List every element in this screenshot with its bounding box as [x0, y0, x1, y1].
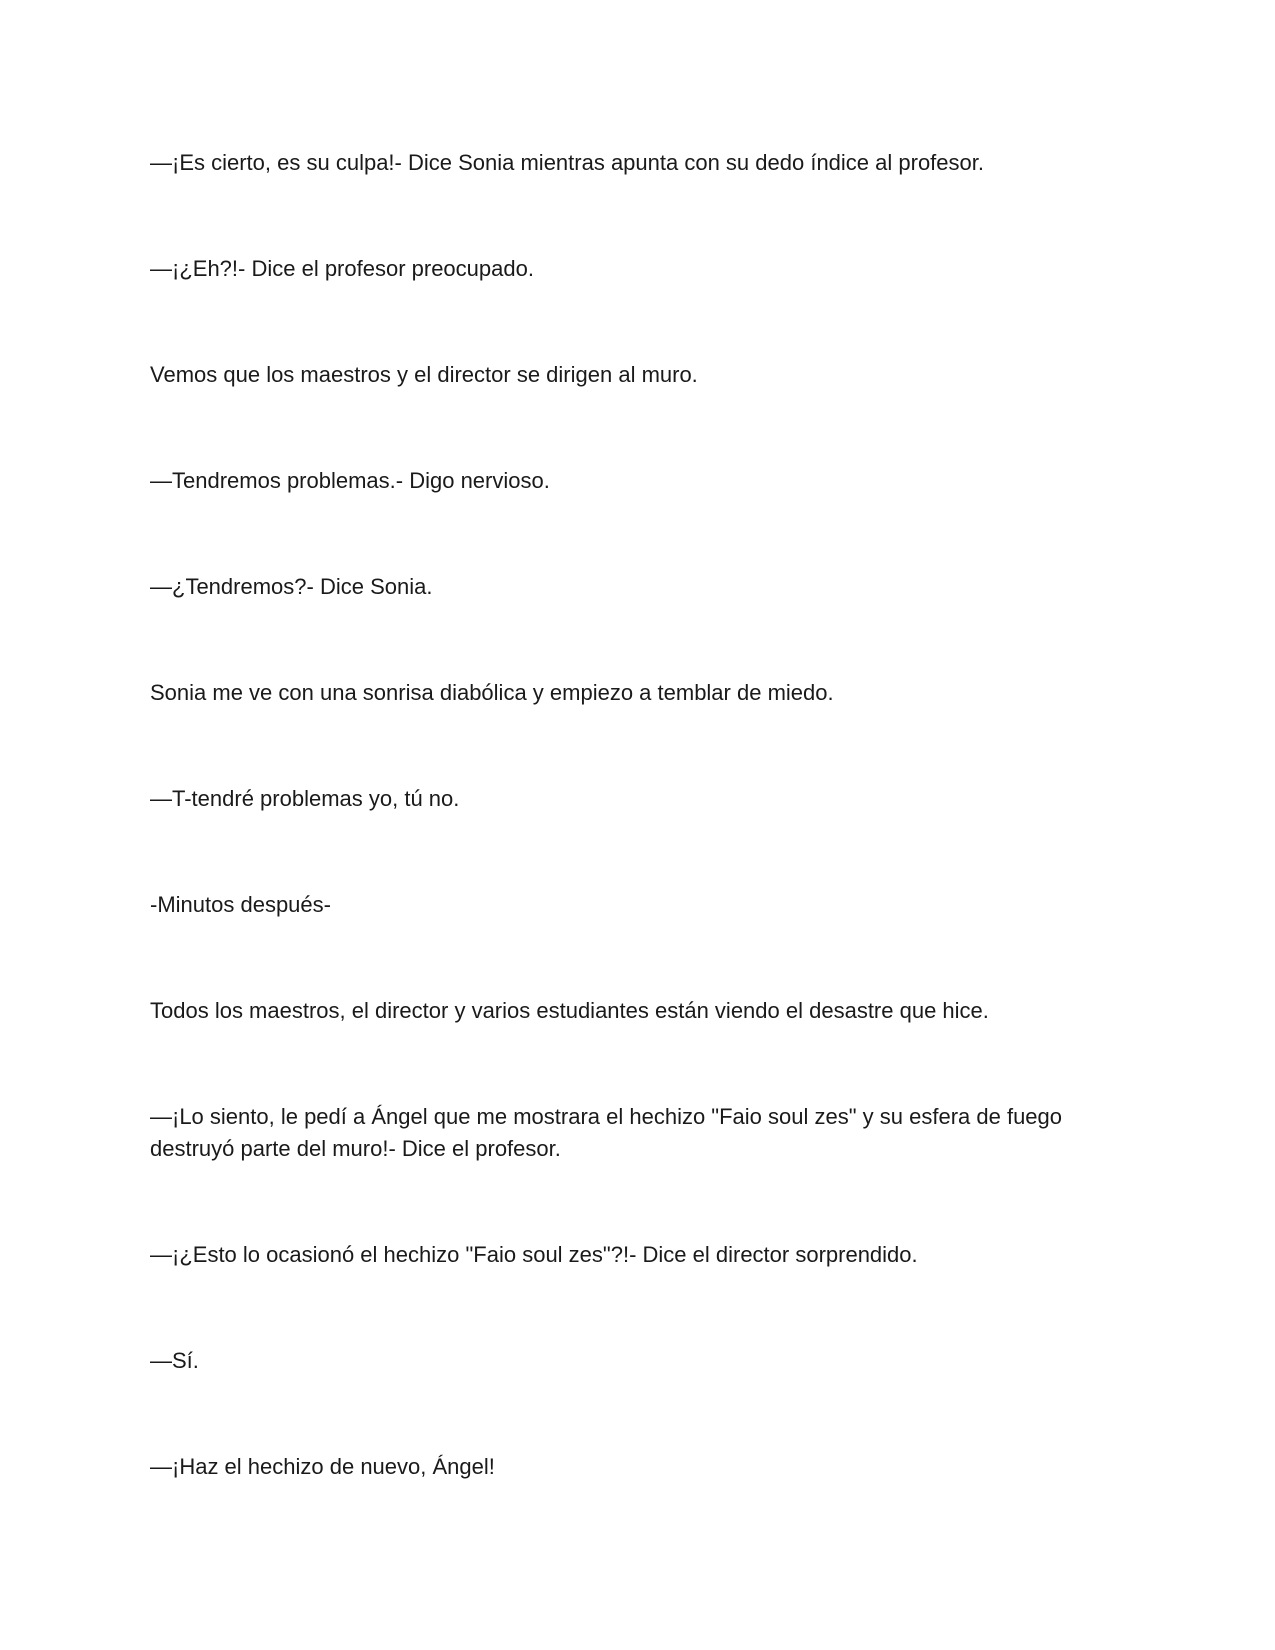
paragraph: —T-tendré problemas yo, tú no. [150, 786, 460, 811]
paragraph: —Tendremos problemas.- Digo nervioso. [150, 468, 550, 493]
paragraph: —¡¿Eh?!- Dice el profesor preocupado. [150, 256, 534, 281]
paragraph: Todos los maestros, el director y varios estudiantes están viendo el desastre que hice. [150, 998, 989, 1023]
paragraph: —¡Lo siento, le pedí a Ángel que me mostrara el hechizo "Faio soul zes" y su esfera de fuego destruyó parte del muro!- Dice el profesor. [150, 1104, 1063, 1161]
paragraph: —¡¿Esto lo ocasionó el hechizo "Faio soul zes"?!- Dice el director sorprendido. [150, 1242, 918, 1267]
paragraph: —¿Tendremos?- Dice Sonia. [150, 574, 433, 599]
paragraph: —Sí. [150, 1348, 199, 1373]
paragraph: —¡Es cierto, es su culpa!- Dice Sonia mientras apunta con su dedo índice al profesor. [150, 150, 984, 175]
paragraph: Sonia me ve con una sonrisa diabólica y empiezo a temblar de miedo. [150, 680, 834, 705]
paragraph: -Minutos después- [150, 892, 331, 917]
document-body [150, 147, 1090, 1483]
paragraph: Vemos que los maestros y el director se dirigen al muro. [150, 362, 698, 387]
paragraph: —¡Haz el hechizo de nuevo, Ángel! [150, 1454, 495, 1479]
